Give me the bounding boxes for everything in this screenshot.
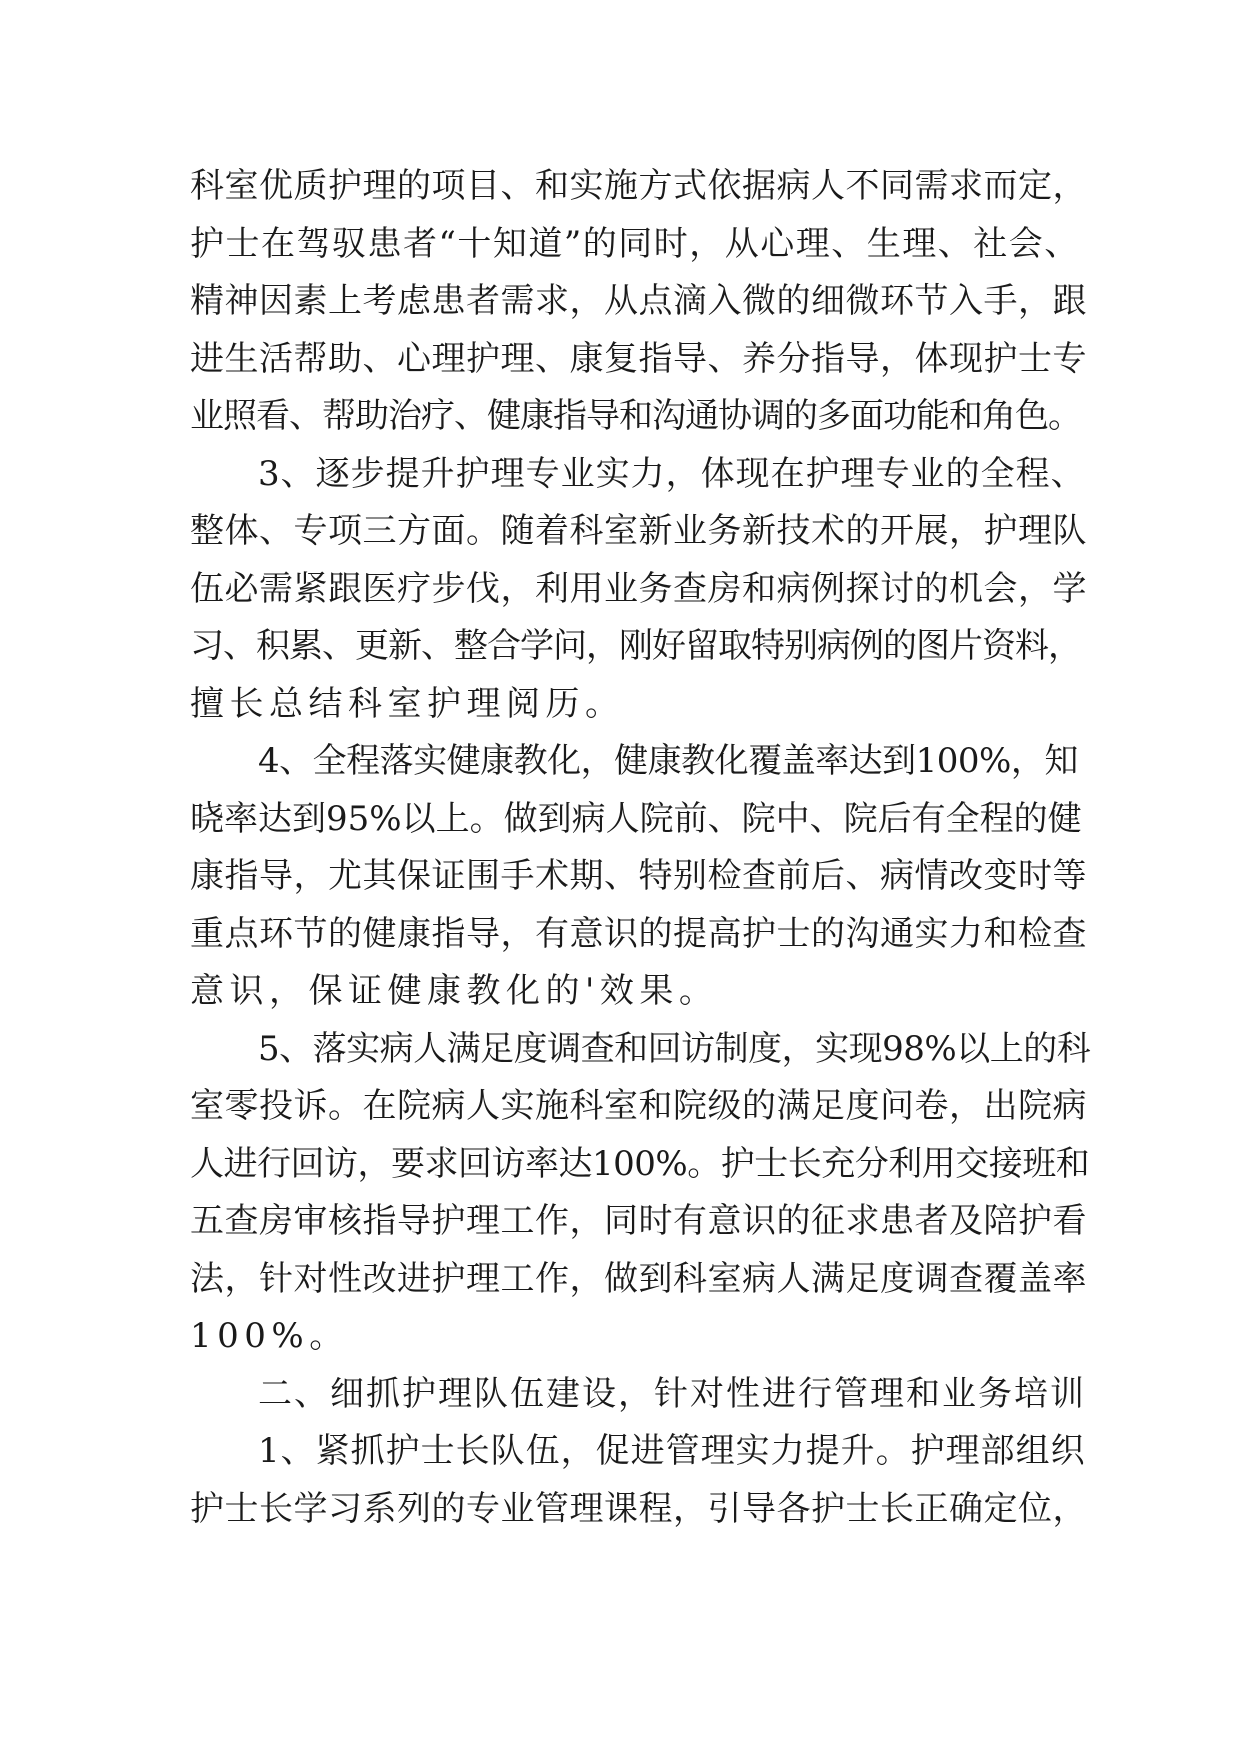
- text-line: 精神因素上考虑患者需求，从点滴入微的细微环节入手，跟: [190, 281, 1087, 321]
- text-line: 进生活帮助、心理护理、康复指导、养分指导，体现护士专: [190, 338, 1087, 379]
- text-line: 晓率达到95%以上。做到病人院前、院中、院后有全程的健: [190, 798, 1082, 839]
- text-line: 人进行回访，要求回访率达100%。护士长充分利用交接班和: [190, 1143, 1090, 1184]
- text-line: 习、积累、更新、整合学问，刚好留取特别病例的图片资料，: [190, 626, 1081, 666]
- text-line: 擅长总结科室护理阅历。: [190, 683, 625, 724]
- text-line: 护士在驾驭患者“十知道”的同时，从心理、生理、社会、: [190, 223, 1080, 264]
- text-line: 业照看、帮助治疗、健康指导和沟通协调的多面功能和角色。: [190, 396, 1081, 436]
- body-text: [190, 158, 1090, 1538]
- paragraph-start-line: 5、落实病人满足度调查和回访制度，实现98%以上的科: [258, 1028, 1091, 1069]
- text-line: 伍必需紧跟医疗步伐，利用业务查房和病例探讨的机会，学: [190, 568, 1087, 609]
- text-line: 护士长学习系列的专业管理课程，引导各护士长正确定位，: [190, 1488, 1087, 1529]
- text-line: 整体、专项三方面。随着科室新业务新技术的开展，护理队: [190, 511, 1087, 551]
- paragraph-start-line: 4、全程落实健康教化，健康教化覆盖率达到100%，知: [258, 741, 1078, 781]
- text-line: 室零投诉。在院病人实施科室和院级的满足度问卷，出院病: [190, 1086, 1087, 1126]
- text-line: 重点环节的健康指导，有意识的提高护士的沟通实力和检查: [190, 913, 1087, 954]
- paragraph-start-line: 1、紧抓护士长队伍，促进管理实力提升。护理部组织: [258, 1431, 1086, 1471]
- paragraph-start-line: 3、逐步提升护理专业实力，体现在护理专业的全程、: [258, 453, 1086, 494]
- text-line: 意识，保证健康教化的'效果。: [190, 971, 719, 1011]
- text-line: 科室优质护理的项目、和实施方式依据病人不同需求而定，: [190, 166, 1087, 206]
- text-line: 康指导，尤其保证围手术期、特别检查前后、病情改变时等: [190, 856, 1087, 896]
- text-line: 五查房审核指导护理工作，同时有意识的征求患者及陪护看: [190, 1201, 1087, 1241]
- text-line: 100%。: [190, 1316, 349, 1356]
- section-heading: 二、细抓护理队伍建设，针对性进行管理和业务培训: [258, 1373, 1086, 1414]
- text-line: 法，针对性改进护理工作，做到科室病人满足度调查覆盖率: [190, 1258, 1087, 1299]
